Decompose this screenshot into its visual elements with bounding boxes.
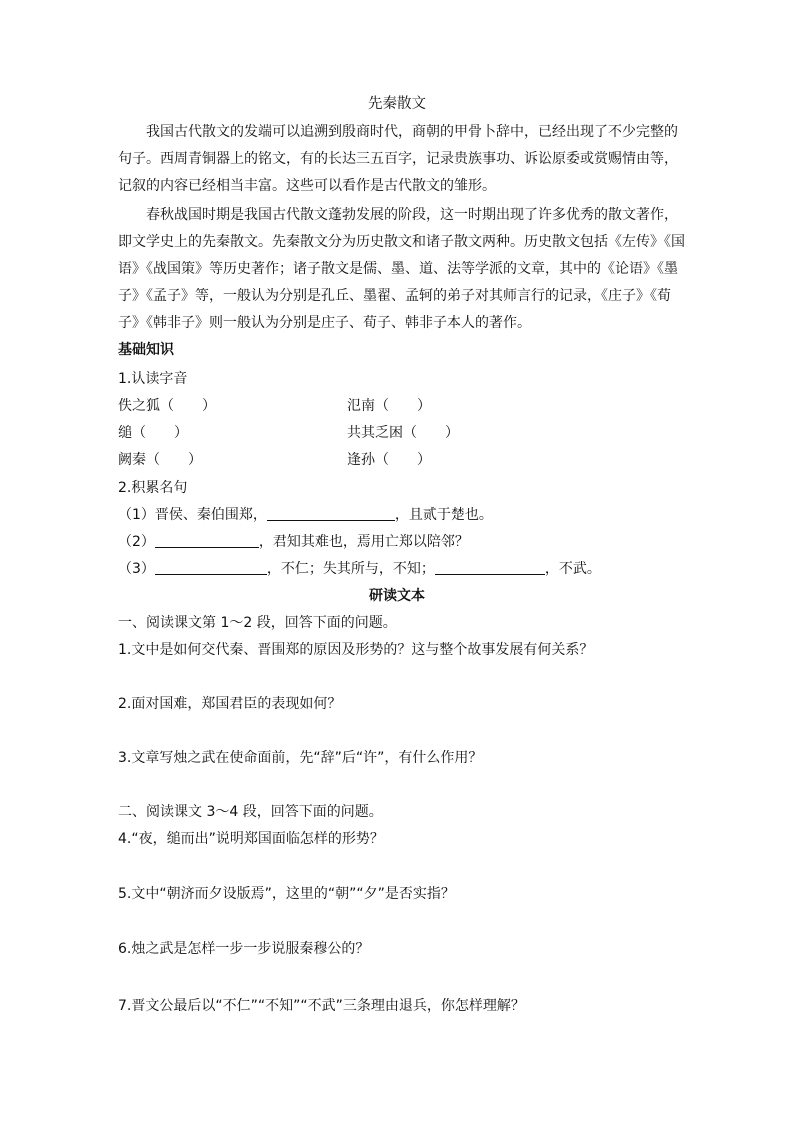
answer-blank[interactable] xyxy=(155,560,267,575)
question-item: 6.烛之武是怎样一步一步说服秦穆公的？ xyxy=(118,941,370,957)
intro-line: 春秋战国时期是我国古代散文蓬勃发展的阶段，这一时期出现了许多优秀的散文著作， xyxy=(146,207,678,223)
answer-blank[interactable] xyxy=(155,533,259,548)
pron-item: 佚之狐（ ） xyxy=(118,398,216,414)
quote-text: （1）晋侯、秦伯围郑， xyxy=(118,507,267,523)
intro-line: 句子。西周青铜器上的铭文，有的长达三五百字，记录贵族事功、诉讼原委或赏赐情由等， xyxy=(118,151,678,167)
intro-line: 子》《韩非子》则一般认为分别是庄子、荀子、韩非子本人的著作。 xyxy=(118,315,531,331)
section-heading-study: 研读文本 xyxy=(369,588,425,604)
question-item: 3.文章写烛之武在使命面前，先“辞”后“许”，有什么作用？ xyxy=(118,750,483,766)
answer-blank[interactable] xyxy=(267,506,395,521)
page-title: 先秦散文 xyxy=(368,96,426,112)
quote-item xyxy=(118,532,469,552)
intro-line: 我国古代散文的发端可以追溯到殷商时代，商朝的甲骨卜辞中，已经出现了不少完整的 xyxy=(146,124,678,140)
quote-text: ，不仁；失其所与，不知； xyxy=(266,561,435,577)
quote-text: ，且贰于楚也。 xyxy=(394,507,493,523)
question-item: 1.文中是如何交代秦、晋围郑的原因及形势的？这与整个故事发展有何关系？ xyxy=(118,642,594,658)
answer-blank[interactable] xyxy=(435,560,545,575)
intro-line: 即文学史上的先秦散文。先秦散文分为历史散文和诸子散文两种。历史散文包括《左传》《国 xyxy=(118,234,685,250)
question-item: 4.“夜，缒而出”说明郑国面临怎样的形势？ xyxy=(118,831,384,847)
pron-item: 逢孙（ ） xyxy=(347,452,431,468)
question-title: 2.积累名句 xyxy=(118,480,188,496)
section-heading-basics: 基础知识 xyxy=(118,342,174,358)
intro-line: 语》《战国策》等历史著作；诸子散文是儒、墨、道、法等学派的文章，其中的《论语》《墨 xyxy=(118,261,678,277)
question-item: 5.文中“朝济而夕设版焉”，这里的“朝”“夕”是否实指？ xyxy=(118,886,455,902)
intro-line: 子》《孟子》等，一般认为分别是孔丘、墨翟、孟轲的弟子对其师言行的记录，《庄子》《荀 xyxy=(118,288,671,304)
question-item: 2.面对国难，郑国君臣的表现如何？ xyxy=(118,696,342,712)
question-item: 7.晋文公最后以“不仁”“不知”“不武”三条理由退兵，你怎样理解？ xyxy=(118,998,525,1014)
pron-item: 缒（ ） xyxy=(118,425,188,441)
intro-line: 记叙的内容已经相当丰富。这些可以看作是古代散文的雏形。 xyxy=(118,178,496,194)
part-heading: 二、阅读课文 3～4 段，回答下面的问题。 xyxy=(118,804,383,820)
quote-text: ，君知其难也，焉用亡郑以陪邻？ xyxy=(258,534,469,550)
pron-item: 氾南（ ） xyxy=(347,398,431,414)
quote-text: （2） xyxy=(118,534,155,550)
quote-item xyxy=(118,559,601,579)
pron-item: 共其乏困（ ） xyxy=(347,425,459,441)
part-heading: 一、阅读课文第 1～2 段，回答下面的问题。 xyxy=(118,615,397,631)
quote-text: ，不武。 xyxy=(544,561,601,577)
quote-text: （3） xyxy=(118,561,155,577)
pron-item: 阙秦（ ） xyxy=(118,452,202,468)
question-title: 1.认读字音 xyxy=(118,371,188,387)
quote-item xyxy=(118,505,493,525)
